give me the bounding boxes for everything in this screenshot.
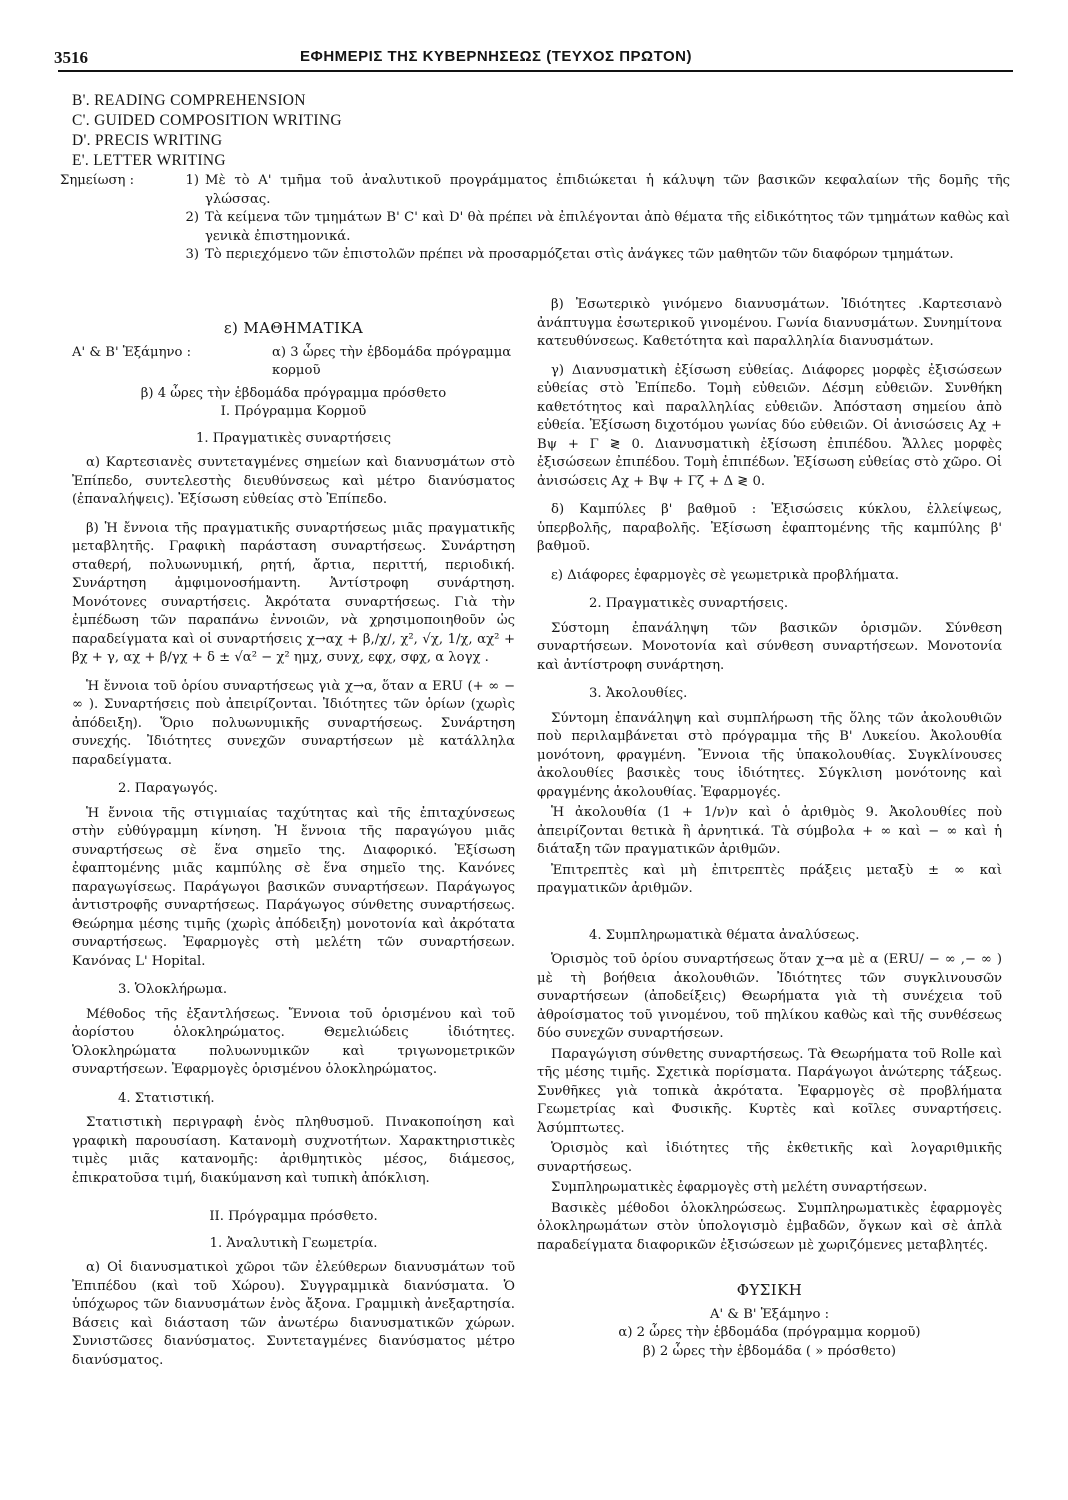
note-text: Μὲ τὸ Α' τμῆμα τοῦ ἀναλυτικοῦ προγράμματος ἐπιδιώκεται ἡ κάλυψη τῶν βασικῶν κεφαλαίων τῆς δομῆς τῆς γλώσσας.	[205, 173, 1010, 207]
topic-heading: 1. Ἀναλυτικὴ Γεωμετρία.	[209, 1235, 378, 1251]
paragraph: ε) Διάφορες ἐφαρμογὲς σὲ γεωμετρικὰ προβλήματα.	[551, 567, 899, 583]
note-number: 3)	[185, 247, 199, 262]
topic-heading: 4. Συμπληρωματικὰ θέματα ἀναλύσεως.	[589, 927, 860, 943]
note-item	[60, 172, 1010, 209]
physics-extra-hours: β) 2 ὧρες τὴν ἑβδομάδα ( » πρόσθετο)	[642, 1343, 897, 1359]
paragraph: Ἡ ἔννοια τοῦ ὁρίου συναρτήσεως γιὰ χ→α, ὅταν α ERU (+ ∞ − ∞ ). Συναρτήσεις ποὺ ἀπειρίζονται. Ἰδιότητες τῶν ὁρίων (χωρὶς ἀπόδειξη). Ὅριο πολυωνυμικῆς συναρτήσεως. Συνάρτηση συνεχής. Ἰδιότητες συνεχῶν συναρτήσεων μὲ κατάλληλα παραδείγματα.	[72, 678, 515, 768]
paragraph: δ) Καμπύλες β' βαθμοῦ : Ἐξισώσεις κύκλου, ἐλλείψεως, ὑπερβολῆς, παραβολῆς. Ἐξίσωση ἐφαπτομένης τῆς καμπύλης β' βαθμοῦ.	[537, 502, 1002, 554]
core-program-heading: Ι. Πρόγραμμα Κορμοῦ	[220, 404, 367, 419]
notes-block	[60, 172, 1010, 265]
paragraph: Ὁρισμὸς τοῦ ὁρίου συναρτήσεως ὅταν χ→α μὲ α (ERU/ − ∞ ,− ∞ ) μὲ τὴ βοήθεια ἀκολουθιῶν. Ἰδιότητες τῶν συγκλινουσῶν συναρτήσεων (ἀποδείξεις) Θεωρήματα γιὰ τὴ συνέχεια τοῦ ἀθροίσματος τοῦ γινομένου, τοῦ πηλίκου καθὼς καὶ τῆς συνθέσεως δύο συνεχῶν συναρτήσεων.	[537, 952, 1002, 1041]
math-title: ε) ΜΑΘΗΜΑΤΙΚΑ	[223, 319, 364, 337]
paragraph: Ἐπιτρεπτὲς καὶ μὴ ἐπιτρεπτὲς πράξεις μεταξὺ ± ∞ καὶ πραγματικῶν ἀριθμῶν.	[537, 862, 1002, 896]
left-column	[72, 313, 515, 1380]
math-semester	[72, 344, 515, 381]
semester-label: Α' & Β' Ἑξάμηνο :	[72, 344, 192, 360]
section-item: C'. GUIDED COMPOSITION WRITING	[72, 112, 342, 129]
page-number: 3516	[54, 48, 88, 67]
semester-core-hours: α) 3 ὧρες τὴν ἑβδομάδα πρόγραμμα κορμοῦ	[272, 344, 512, 378]
paragraph: Σύστομη ἐπανάληψη τῶν βασικῶν ὁρισμῶν. Σύνθεση συναρτήσεων. Μονοτονία καὶ σύνθεση συναρτήσεων. Μονοτονία καὶ ἀντίστροφη συνάρτηση.	[537, 620, 1002, 673]
note-number: 2)	[185, 210, 199, 225]
english-sections-list	[72, 91, 342, 171]
note-item	[60, 209, 1010, 246]
paragraph: Συμπληρωματικὲς ἐφαρμογὲς στὴ μελέτη συναρτήσεων.	[551, 1180, 928, 1195]
paragraph: Παραγώγιση σύνθετης συναρτήσεως. Τὰ Θεωρήματα τοῦ Rolle καὶ τῆς μέσης τιμῆς. Σχετικὰ πορίσματα. Παράγωγοι ἀνώτερης τάξεως. Συνθῆκες γιὰ τοπικὰ ἀκρότατα. Ἐφαρμογὲς σὲ προβλήματα Γεωμετρίας καὶ Φυσικῆς. Κυρτὲς καὶ κοῖλες συναρτήσεις. Ἀσύμπτωτες.	[537, 1046, 1002, 1136]
paragraph: Ἡ ἔννοια τῆς στιγμιαίας ταχύτητας καὶ τῆς ἐπιταχύνσεως στὴν εὐθύγραμμη κίνηση. Ἡ ἔννοια τῆς παραγώγου μιᾶς συναρτήσεως σὲ ἕνα σημεῖο της. Διαφορικό. Ἐξίσωση ἐφαπτομένης μιᾶς καμπύλης σὲ ἕνα σημεῖο της. Κανόνες παραγωγίσεως. Παράγωγοι βασικῶν συναρτήσεων. Παράγωγος ἀντιστροφῆς συναρτήσεως. Παράγωγος σύνθετης συναρτήσεως. Θεώρημα μέσης τιμῆς (χωρὶς ἀπόδειξη) μονοτονία καὶ ἀκρότατα συναρτήσεως. Ἐφαρμογὲς στὴ μελέτη τῶν συναρτήσεων. Κανόνας L' Hopital.	[72, 805, 515, 969]
paragraph: Ὁρισμὸς καὶ ἰδιότητες τῆς ἐκθετικῆς καὶ λογαριθμικῆς συναρτήσεως.	[537, 1141, 1002, 1175]
paragraph: α) Καρτεσιανὲς συντεταγμένες σημείων καὶ διανυσμάτων στὸ Ἐπίπεδο, συντελεστὴς διευθύνσεως καὶ μέτρο διανύσματος (ἐπαναλήψεις). Ἐξίσωση εὐθείας στὸ Ἐπίπεδο.	[72, 455, 515, 507]
notes-label: Σημείωση :	[60, 173, 135, 188]
physics-core-hours: α) 2 ὧρες τὴν ἑβδομάδα (πρόγραμμα κορμοῦ)	[618, 1325, 921, 1340]
paragraph: α) Οἱ διανυσματικοὶ χῶροι τῶν ἐλεύθερων διανυσμάτων τοῦ Ἐπιπέδου (καὶ τοῦ Χώρου). Συγγραμμικὰ διανύσματα. Ὁ ὑπόχωρος τῶν διανυσμάτων ἑνὸς ἄξονα. Γραμμικὴ ἀνεξαρτησία. Βάσεις καὶ διάσταση τῶν ἀνωτέρω διανυσματικῶν χώρων. Συνιστῶσες διανύσματος. Συντεταγμένες διανύσματος μέτρο διανύσματος.	[72, 1260, 515, 1368]
paragraph: Στατιστικὴ περιγραφὴ ἑνὸς πληθυσμοῦ. Πινακοποίηση καὶ γραφικὴ παρουσίαση. Κατανομὴ συχνοτήτων. Χαρακτηριστικὲς τιμὲς μιᾶς κατανομῆς: ἀριθμητικὸς μέσος, διάμεσος, ἐπικρατοῦσα τιμή, διακύμανση καὶ τυπικὴ ἀπόκλιση.	[72, 1115, 515, 1186]
note-item	[60, 246, 1010, 265]
topic-heading: 3. Ἀκολουθίες.	[589, 686, 688, 701]
paragraph: Ἡ ἀκολουθία (1 + 1/ν)ν καὶ ὁ ἀριθμὸς 9. Ἀκολουθίες ποὺ ἀπειρίζονται θετικὰ ἢ ἀρνητικά. Τὰ σύμβολα + ∞ καὶ − ∞ καὶ ἡ διάταξη τῶν πραγματικῶν ἀριθμῶν.	[537, 805, 1002, 857]
paragraph: Μέθοδος τῆς ἐξαντλήσεως. Ἔννοια τοῦ ὁρισμένου καὶ τοῦ ἀορίστου ὁλοκληρώματος. Θεμελιώδεις ἰδιότητες. Ὁλοκληρώματα πολυωνυμικῶν καὶ τριγωνομετρικῶν συναρτήσεων. Ἐφαρμογὲς ὁρισμένου ὁλοκληρώματος.	[72, 1006, 515, 1077]
topic-heading: 1. Πραγματικὲς συναρτήσεις	[196, 430, 391, 446]
paragraph: Σύντομη ἐπανάληψη καὶ συμπλήρωση τῆς ὅλης τῶν ἀκολουθιῶν ποὺ περιλαμβάνεται στὸ πρόγραμμα τῆς Β' Λυκείου. Ἀκολουθία μονότονη, φραγμένη. Ἔννοια τῆς ὑπακολουθίας. Συγκλίνουσες ἀκολουθίες βασικὲς τους ἰδιότητες. Σύγκλιση μονότονης καὶ φραγμένης ἀκολουθίας. Ἐφαρμογές.	[537, 710, 1002, 800]
note-number: 1)	[185, 173, 199, 188]
section-item: B'. READING COMPREHENSION	[72, 92, 306, 109]
note-text: Τὸ περιεχόμενο τῶν ἐπιστολῶν πρέπει νὰ προσαρμόζεται στὶς ἀνάγκες τῶν μαθητῶν τῶν διαφόρων τμημάτων.	[205, 247, 954, 262]
physics-title: ΦΥΣΙΚΗ	[736, 1281, 803, 1299]
semester-extra-hours: β) 4 ὧρες τὴν ἑβδομάδα πρόγραμμα πρόσθετο	[140, 385, 447, 401]
topic-heading: 2. Παραγωγός.	[118, 781, 218, 796]
section-item: E'. LETTER WRITING	[72, 152, 226, 169]
header-rule	[58, 70, 1013, 72]
extra-program-heading: ΙΙ. Πρόγραμμα πρόσθετο.	[209, 1209, 378, 1224]
paragraph: γ) Διανυσματικὴ ἐξίσωση εὐθείας. Διάφορες μορφὲς ἐξισώσεων εὐθείας στὸ Ἐπίπεδο. Τομὴ εὐθειῶν. Δέσμη εὐθειῶν. Συνθήκη καθετότητος καὶ παραλληλίας εὐθειῶν. Ἀπόσταση σημείου ἀπὸ εὐθεία. Ἐξίσωση διχοτόμου γωνίας δύο εὐθειῶν. Οἱ ἀνισώσεις Αχ + Βψ + Γ ≷ 0. Διανυσματικὴ ἐξίσωση ἐπιπέδου. Ἄλλες μορφὲς ἐξισώσεων ἐπιπέδου. Τομὴ ἐπιπέδων. Ἐξίσωση εὐθείας στὸ χῶρο. Οἱ ἀνισώσεις Αχ + Βψ + Γζ + Δ ≷ 0.	[537, 362, 1002, 489]
topic-heading: 4. Στατιστική.	[118, 1090, 215, 1106]
running-title: ΕΦΗΜΕΡΙΣ ΤΗΣ ΚΥΒΕΡΝΗΣΕΩΣ (ΤΕΥΧΟΣ ΠΡΩΤΟΝ)	[300, 48, 692, 65]
right-column	[537, 296, 1002, 1361]
paragraph: Βασικὲς μέθοδοι ὁλοκληρώσεως. Συμπληρωματικὲς ἐφαρμογὲς ὁλοκληρωμάτων στὸν ὑπολογισμὸ ἐμβαδῶν, ὄγκων καὶ σὲ ἁπλὰ παραδείγματα διαφορικῶν ἐξισώσεων μὲ χωριζόμενες μεταβλητές.	[537, 1200, 1002, 1253]
topic-heading: 3. Ὁλοκλήρωμα.	[118, 982, 228, 997]
note-text: Τὰ κείμενα τῶν τμημάτων B' C' καὶ D' θὰ πρέπει νὰ ἐπιλέγονται ἀπὸ θέματα τῆς εἰδικότητος τῶν τμημάτων καθὼς καὶ γενικὰ ἐπιστημονικά.	[205, 210, 1010, 244]
section-item: D'. PRECIS WRITING	[72, 132, 223, 149]
paragraph: β) Ἡ ἔννοια τῆς πραγματικῆς συναρτήσεως μιᾶς πραγματικῆς μεταβλητῆς. Γραφικὴ παράσταση συναρτήσεως. Συνάρτηση σταθερή, πολυωνυμική, ρητή, ἄρτια, περιττή, περιοδική. Συνάρτηση ἀμφιμονοσήμαντη. Ἀντίστροφη συνάρτηση. Μονότονες συναρτήσεις. Ἀκρότατα συναρτήσεως. Γιὰ τὴν ἐμπέδωση τῶν παραπάνω ἐννοιῶν, νὰ χρησιμοποιηθοῦν ὡς παραδείγματα καὶ οἱ συναρτήσεις χ→αχ + β,/χ/, χ², √χ, 1/χ, αχ² + βχ + γ, αχ + β/γχ + δ ± √α² − χ² ημχ, συνχ, εφχ, σφχ, α λογχ .	[72, 520, 515, 665]
topic-heading: 2. Πραγματικὲς συναρτήσεις.	[589, 596, 789, 611]
physics-semester-label: Α' & Β' Ἑξάμηνο :	[709, 1306, 830, 1322]
paragraph: β) Ἐσωτερικὸ γινόμενο διανυσμάτων. Ἰδιότητες .Καρτεσιανὸ ἀνάπτυγμα ἐσωτερικοῦ γινομένου. Γωνία διανυσμάτων. Συνημίτονα κατευθύνσεως. Καθετότητα καὶ παραλληλία διανυσμάτων.	[537, 297, 1002, 349]
